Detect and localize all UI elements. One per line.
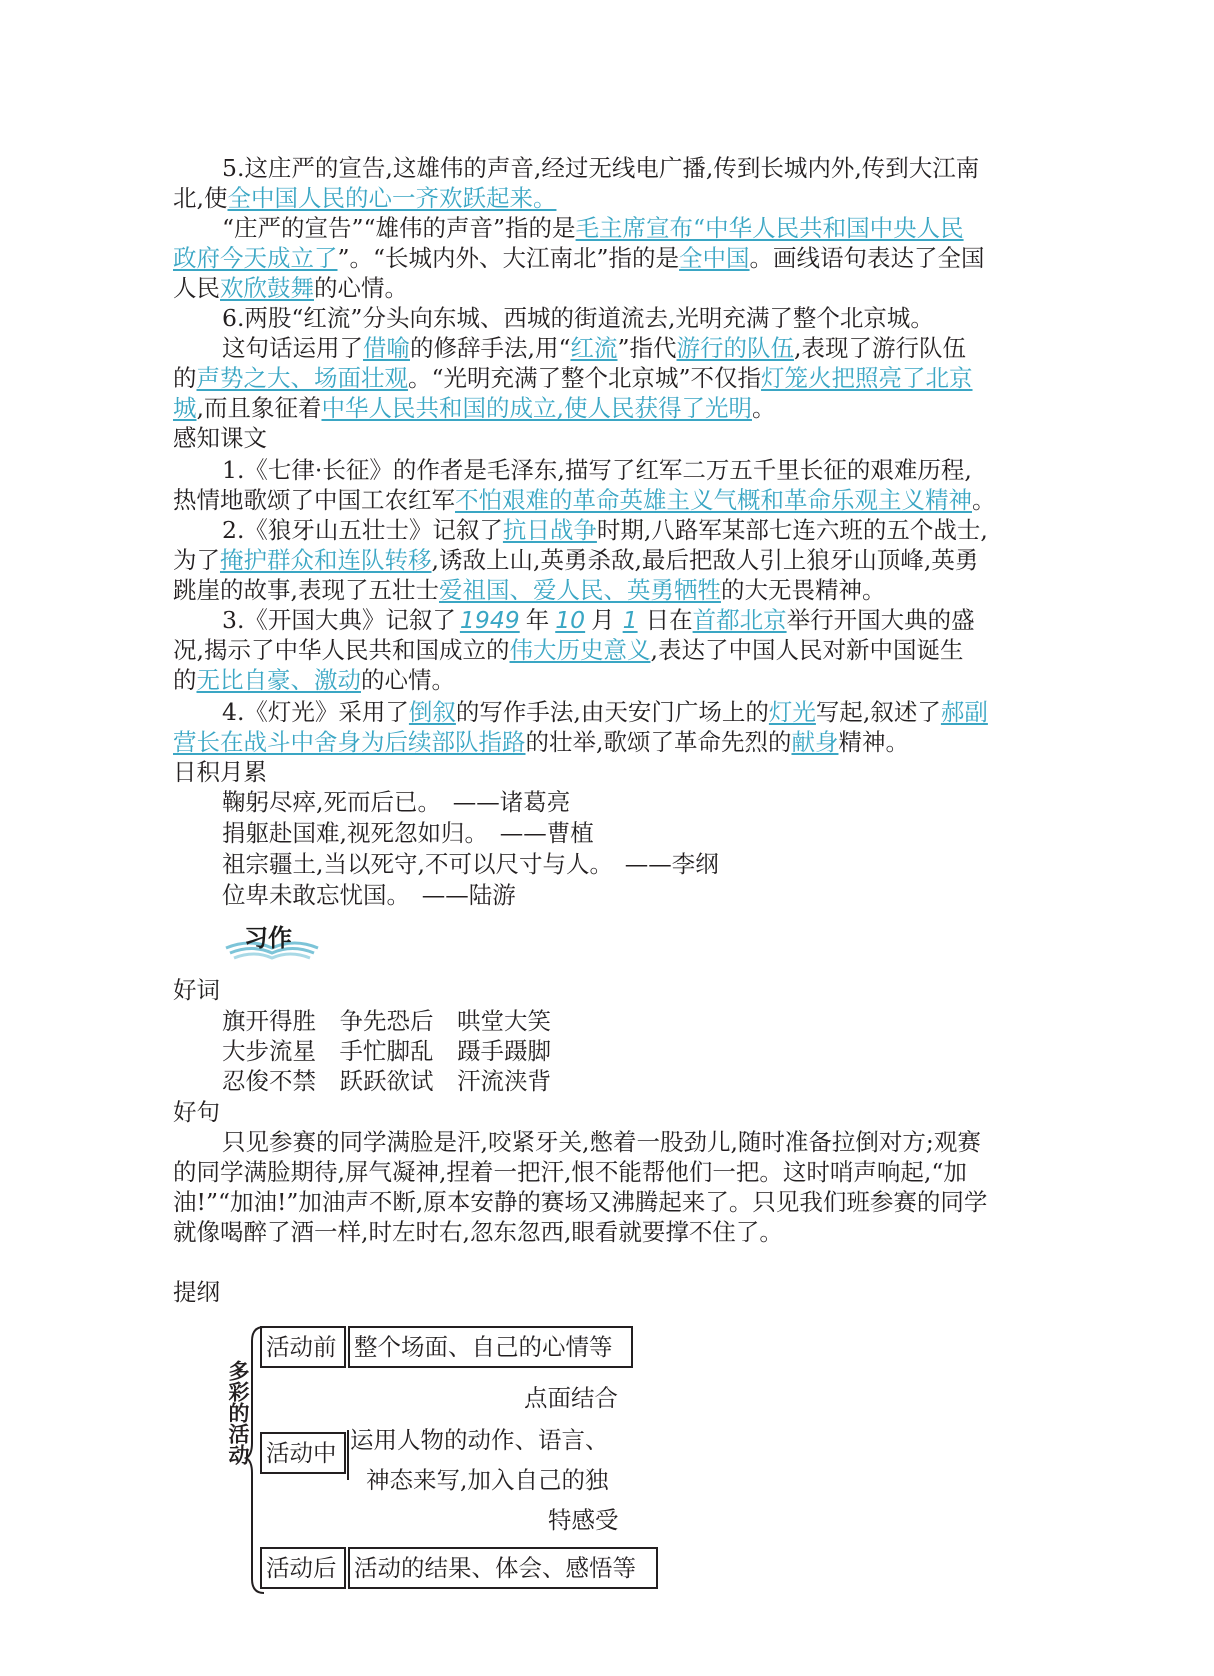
section-heading-riji: 日积月累	[173, 758, 267, 786]
s6-line-4	[173, 393, 775, 423]
outline-during-l2: 神态来写,加入自己的独	[366, 1466, 609, 1494]
text: 的心情。	[361, 666, 455, 694]
s5-line-1: 5.这庄严的宣告,这雄伟的声音,经过无线电广播,传到长城内外,传到大江南	[222, 154, 980, 182]
outline-during-l3: 特感受	[548, 1506, 619, 1534]
ganzhi-2-line-1	[222, 515, 988, 545]
s5-line-2	[173, 183, 556, 213]
text: 为了	[173, 546, 220, 574]
text: 。	[972, 486, 996, 514]
ganzhi-4-line-1	[222, 697, 988, 727]
text: 的写作手法,由天安门广场上的	[455, 698, 769, 726]
ganzhi-3-line-1	[222, 605, 975, 635]
answer-month: 10	[555, 606, 586, 634]
section-heading-tigang: 提纲	[173, 1278, 220, 1306]
quote-1: 鞠躬尽瘁,死而后已。 ——诸葛亮	[222, 788, 571, 816]
s6-line-3	[173, 363, 973, 393]
answer-blank: 红流	[570, 334, 618, 362]
section-heading-ganzhi: 感知课文	[173, 424, 267, 452]
text: 精神。	[838, 728, 909, 756]
answer-blank: 首都北京	[692, 606, 787, 634]
answer-blank: 毛主席宣布“中华人民共和国中央人民	[575, 214, 964, 242]
answer-blank: 声势之大、场面壮观	[196, 364, 408, 392]
text: 的大无畏精神。	[720, 576, 886, 604]
text: ,表达了中国人民对新中国诞生	[650, 636, 964, 664]
s6-text: 的	[173, 364, 197, 392]
text: 2.《狼牙山五壮士》记叙了	[222, 516, 503, 544]
ganzhi-1-line-2	[173, 485, 996, 515]
section-heading-haoci: 好词	[173, 976, 220, 1004]
answer-year: 1949	[459, 606, 520, 634]
s5-text: 的心情。	[314, 274, 408, 302]
s5-line-3	[222, 213, 964, 243]
answer-blank: 郝副	[940, 698, 988, 726]
answer-blank: 灯光	[768, 698, 816, 726]
answer-blank: 掩护群众和连队转移	[220, 546, 432, 574]
s6-text: ,而且象征着	[196, 394, 322, 422]
quote-3: 祖宗疆土,当以死守,不可以尺寸与人。 ——李纲	[222, 850, 719, 878]
s5-text: 。画线语句表达了全国	[749, 244, 985, 272]
ganzhi-4-line-2	[173, 727, 909, 757]
s6-text: 这句话运用了	[222, 334, 363, 362]
answer-blank: 游行的队伍	[676, 334, 794, 362]
answer-blank: 政府今天成立了	[173, 244, 338, 272]
outline-mid-note: 点面结合	[524, 1384, 618, 1412]
answer-blank: 无比自豪、激动	[196, 666, 361, 694]
answer-blank: 全中国人民的心一齐欢跃起来。	[227, 184, 557, 212]
ganzhi-1-line-1: 1.《七律·长征》的作者是毛泽东,描写了红军二万五千里长征的艰难历程,	[222, 456, 972, 484]
answer-blank: 城	[173, 394, 197, 422]
outline-during-label: 活动中	[260, 1432, 346, 1474]
answer-blank: 借喻	[363, 334, 410, 362]
answer-blank: 灯笼火把照亮了北京	[761, 364, 973, 392]
outline-before-label: 活动前	[260, 1326, 346, 1368]
answer-blank: 爱祖国、爱人民、英勇牺牲	[438, 576, 721, 604]
haoci-row-3: 忍俊不禁 跃跃欲试 汗流浃背	[222, 1067, 551, 1095]
text: 4.《灯光》采用了	[222, 698, 409, 726]
ganzhi-3-line-2	[173, 635, 963, 665]
answer-blank: 伟大历史意义	[509, 636, 651, 664]
s6-text: 。	[751, 394, 776, 422]
s5-text: 人民	[173, 274, 220, 302]
ganzhi-2-line-3	[173, 575, 885, 605]
xizuo-label: 习作	[244, 924, 292, 952]
xizuo-banner	[222, 918, 322, 964]
text: 年	[525, 606, 550, 634]
quote-2: 捐躯赴国难,视死忽如归。 ——曹植	[222, 819, 594, 847]
answer-blank: 中华人民共和国的成立,使人民获得了光明	[321, 394, 752, 422]
outline-during-divider	[346, 1430, 350, 1480]
text: 的壮举,歌颂了革命先烈的	[525, 728, 792, 756]
ganzhi-2-line-2	[173, 545, 978, 575]
s6-text: ”指代	[617, 334, 677, 362]
section-heading-haoju: 好句	[173, 1098, 220, 1126]
s6-line-2	[222, 333, 966, 363]
answer-blank: 不怕艰难的革命英雄主义气概和革命乐观主义精神	[455, 486, 972, 514]
text: 热情地歌颂了中国工农红军	[173, 486, 455, 514]
s5-text: “庄严的宣告”“雄伟的声音”指的是	[222, 214, 576, 242]
s6-text: 。“光明充满了整个北京城”不仅指	[408, 364, 762, 392]
outline-after-text: 活动的结果、体会、感悟等	[348, 1547, 658, 1589]
outline-before-text: 整个场面、自己的心情等	[348, 1326, 633, 1368]
text: 跳崖的故事,表现了五壮士	[173, 576, 439, 604]
answer-blank: 营长在战斗中舍身为后续部队指路	[173, 728, 526, 756]
haoci-row-1: 旗开得胜 争先恐后 哄堂大笑	[222, 1007, 551, 1035]
text: 写起,叙述了	[815, 698, 941, 726]
text: ,诱敌上山,英勇杀敌,最后把敌人引上狼牙山顶峰,英勇	[431, 546, 979, 574]
outline-root: 多彩的活动	[226, 1360, 251, 1465]
text: 的	[173, 666, 197, 694]
answer-blank: 倒叙	[408, 698, 456, 726]
answer-blank: 抗日战争	[502, 516, 597, 544]
s6-line-1: 6.两股“红流”分头向东城、西城的街道流去,光明充满了整个北京城。	[222, 304, 934, 332]
s5-line-5	[173, 273, 408, 303]
text: 时期,八路军某部七连六班的五个战士,	[596, 516, 988, 544]
s5-text: 北,使	[173, 184, 228, 212]
haoju-line-1: 只见参赛的同学满脸是汗,咬紧牙关,憋着一股劲儿,随时准备拉倒对方;观赛	[222, 1128, 981, 1156]
answer-blank: 献身	[791, 728, 839, 756]
haoju-line-2: 的同学满脸期待,屏气凝神,捏着一把汗,恨不能帮他们一把。这时哨声响起,“加	[173, 1158, 967, 1186]
ganzhi-3-line-3	[173, 665, 455, 695]
outline-during-l1: 运用人物的动作、语言、	[350, 1426, 609, 1454]
text: 况,揭示了中华人民共和国成立的	[173, 636, 510, 664]
haoju-line-3: 油!”“加油!”加油声不断,原本安静的赛场又沸腾起来了。只见我们班参赛的同学	[173, 1188, 988, 1216]
haoci-row-2: 大步流星 手忙脚乱 蹑手蹑脚	[222, 1037, 551, 1065]
answer-blank: 全中国	[679, 244, 750, 272]
text: 日在	[645, 606, 693, 634]
answer-blank: 欢欣鼓舞	[220, 274, 314, 302]
answer-day: 1	[622, 606, 638, 634]
s5-text: ”。“长城内外、大江南北”指的是	[337, 244, 680, 272]
text: 3.《开国大典》记叙了	[222, 606, 456, 634]
haoju-line-4: 就像喝醉了酒一样,时左时右,忽东忽西,眼看就要撑不住了。	[173, 1218, 783, 1246]
s5-line-4	[173, 243, 985, 273]
quote-4: 位卑未敢忘忧国。 ——陆游	[222, 881, 516, 909]
outline-after-label: 活动后	[260, 1547, 346, 1589]
text: 举行开国大典的盛	[786, 606, 975, 634]
s6-text: 的修辞手法,用“	[410, 334, 571, 362]
s6-text: ,表现了游行队伍	[794, 334, 966, 362]
text: 月	[591, 606, 615, 634]
